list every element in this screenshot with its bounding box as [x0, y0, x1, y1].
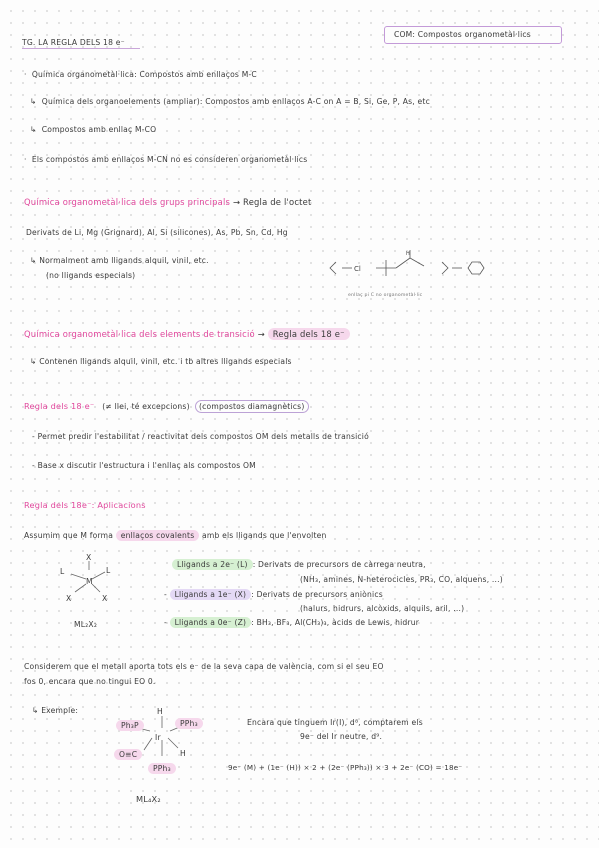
applications-intro: Assumim que M forma enllaços covalents amb els lligands que l'envolten	[24, 531, 327, 540]
rule18-heading: Regla dels 18 e⁻ (≠ llei, té excepcions) (compostos diamagnètics)	[24, 401, 309, 411]
intro-line-3: ↳ Compostos amb enllaç M-CO	[30, 125, 157, 134]
consider-line-2: fos 0, encara que no tingui EO 0.	[24, 677, 156, 686]
mol-x-bl: X	[66, 594, 72, 603]
mol-l-right: L	[106, 566, 111, 575]
mol-l-left: L	[60, 567, 65, 576]
transition-heading: Química organometàl·lica dels elements de transició → Regla dels 18 e⁻	[24, 329, 350, 339]
svg-text:H: H	[406, 251, 410, 257]
example-note-1: Encara que tinguem Ir(I), d⁸, comptarem els	[247, 718, 423, 727]
ir-oc: O≡C	[114, 750, 142, 759]
main-groups-line-2: ↳ Normalment amb lligands alquil, vinil, etc.	[30, 256, 209, 265]
ligand-X: - Lligands a 1e⁻ (X) : Derivats de precursors aniònics	[164, 590, 383, 599]
ligand-L-examples: (NH₃, amines, N-heterocicles, PR₃, CO, alquens, ...)	[300, 575, 503, 584]
ml2x2-sketch	[56, 550, 106, 620]
organic-fragment-sketch	[322, 248, 494, 294]
ir-H-right: H	[180, 749, 186, 758]
intro-line-2: ↳ Química dels organoelements (ampliar): Compostos amb enllaços A-C on A = B, Si, Ge, P, As, etc	[30, 97, 430, 106]
ir-H-top: H	[157, 707, 163, 716]
ligand-L: Lligands a 2e⁻ (L) : Derivats de precursors de càrrega neutra,	[172, 560, 426, 569]
mol-formula: ML₂X₂	[74, 620, 98, 629]
title-underline	[22, 48, 140, 49]
example-note-2: 9e⁻ del Ir neutre, d⁹.	[300, 732, 383, 741]
rule18-line-2: - Base x discutir l'estructura i l'enllaç als compostos OM	[32, 461, 256, 470]
rule18-line-1: - Permet predir l'estabilitat / reactivitat dels compostos OM dels metalls de transició	[32, 432, 369, 441]
electron-count-calc: 9e⁻ (M) + (1e⁻ (H)) × 2 + (2e⁻ (PPh₃)) × 3 + 2e⁻ (CO) = 18e⁻	[228, 763, 463, 772]
main-groups-line-1: Derivats de Li, Mg (Grignard), Al, Si (silicones), As, Pb, Sn, Cd, Hg	[26, 228, 288, 237]
ligand-X-examples: (halurs, hidrurs, alcòxids, alquils, aril, ...)	[300, 604, 465, 613]
mol-metal: M	[86, 577, 93, 586]
mol-x-br: X	[102, 594, 108, 603]
main-groups-line-3: (no lligands especials)	[46, 271, 136, 280]
intro-line-1: · Química organometàl·lica: Compostos amb enllaços M-C	[24, 70, 257, 79]
main-groups-heading: Química organometàl·lica dels grups principals → Regla de l'octet	[24, 197, 312, 207]
topic-label: COM: Compostos organometàl·lics	[394, 30, 531, 39]
mol-x-top: X	[86, 553, 92, 562]
page-title: TG. LA REGLA DELS 18 e⁻	[22, 38, 125, 47]
intro-line-4: · Els compostos amb enllaços M-CN no es consideren organometàl·lics	[24, 155, 308, 164]
svg-text:Cl: Cl	[354, 265, 361, 273]
consider-line-1: Considerem que el metall aporta tots els e⁻ de la seva capa de valència, com si el seu EO	[24, 662, 384, 671]
ir-formula: ML₄X₂	[136, 794, 161, 804]
ir-metal: Ir	[155, 733, 161, 742]
ir-pph3-bottom: PPh₃	[148, 764, 176, 773]
ir-ph3p: Ph₃P	[116, 721, 144, 730]
fragment-caption: enllaç pi C no organometàl·lic	[348, 293, 423, 298]
example-label: ↳ Exemple:	[32, 706, 79, 715]
applications-heading: Regla dels 18e⁻: Aplicacions	[24, 500, 146, 510]
ir-pph3-right: PPh₃	[175, 719, 203, 728]
ligand-Z: - Lligands a 0e⁻ (Z) : BH₃, BF₃, Al(CH₃)₃, àcids de Lewis, hidrur	[164, 618, 420, 627]
transition-line-1: ↳ Contenen lligands alquil, vinil, etc. i tb altres lligands especials	[30, 357, 292, 366]
